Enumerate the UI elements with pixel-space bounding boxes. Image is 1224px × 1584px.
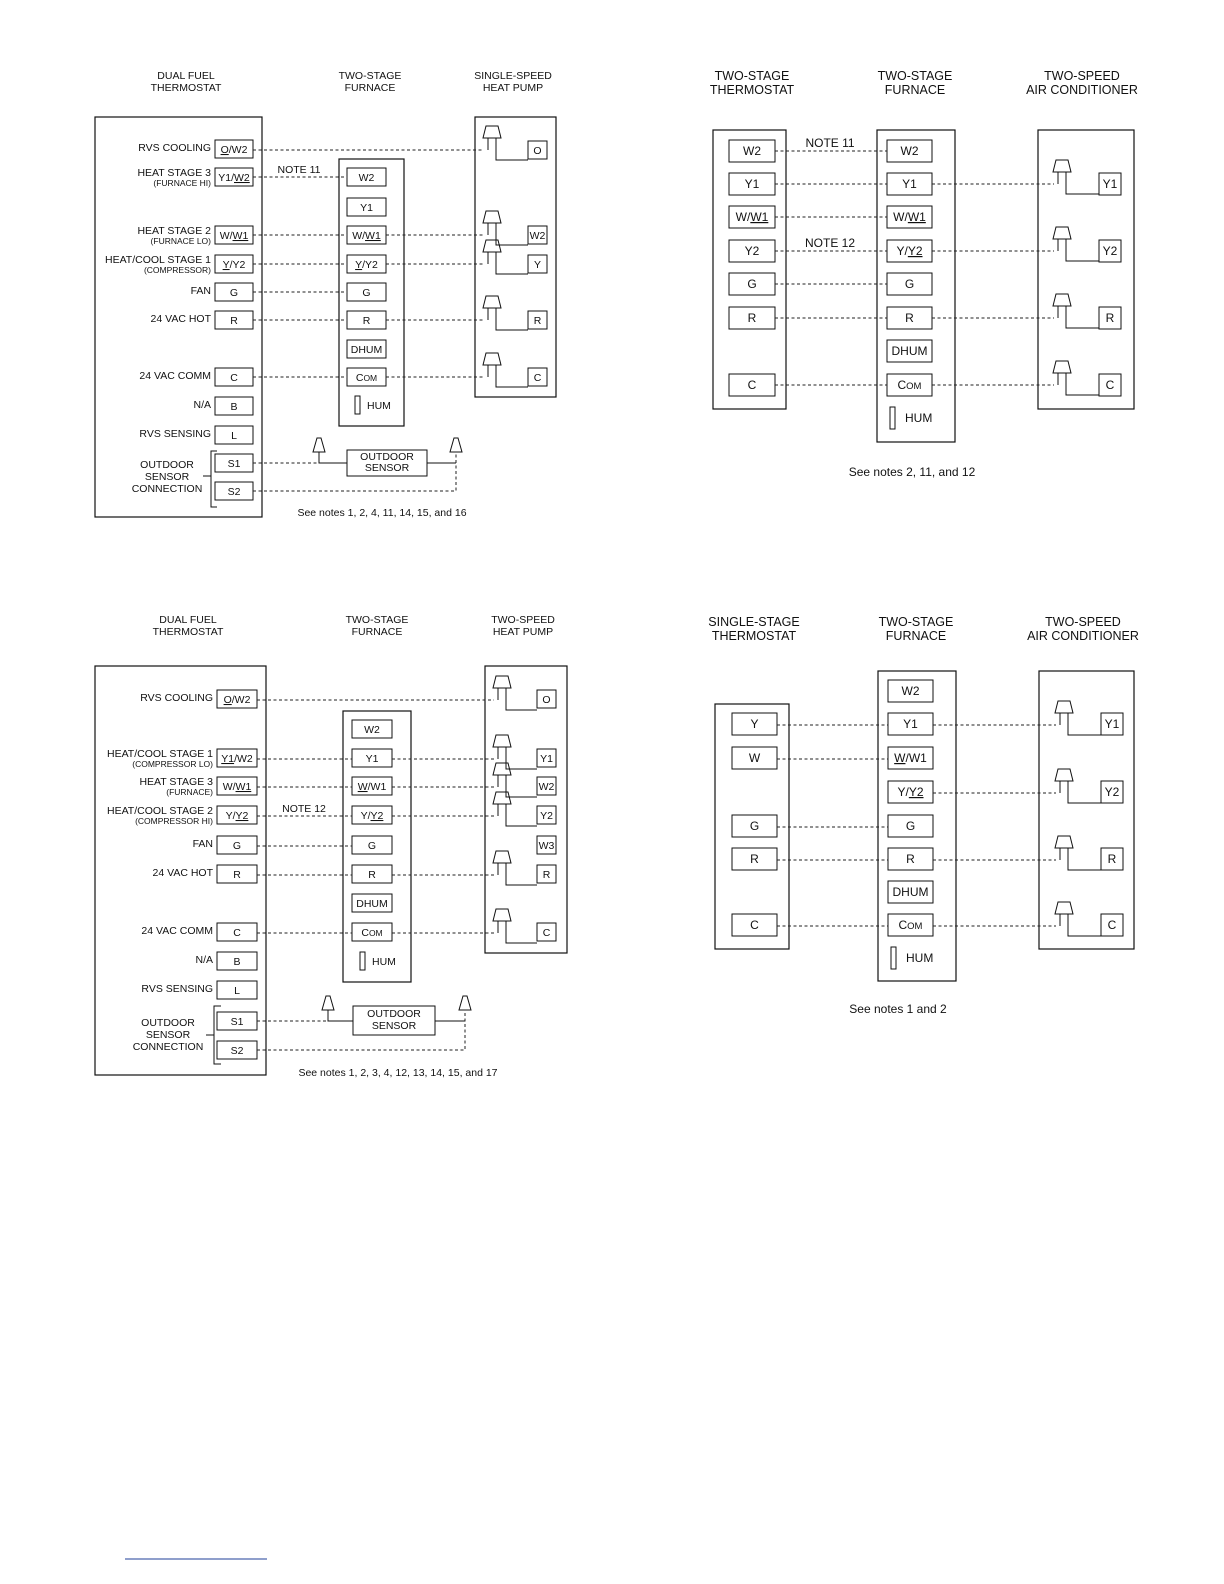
furnace-terminal-label-dhum: DHUM: [891, 344, 928, 358]
header-furnace-line2: FURNACE: [351, 626, 403, 638]
ac-panel: [1038, 130, 1134, 409]
contactor-c-icon: [1053, 361, 1099, 395]
furnace-terminal-label-dhum: DHUM: [350, 344, 383, 356]
thermostat-function-heat-stage-2: HEAT STAGE 2: [137, 225, 211, 237]
thermostat-function-heat-cool-stage-2: HEAT/COOL STAGE 2: [107, 805, 213, 817]
thermostat-terminal-label-w-w1: W/W1: [735, 210, 769, 224]
note-11-label: NOTE 11: [805, 136, 855, 150]
header-ac-line1: TWO-SPEED: [1045, 615, 1121, 629]
contactor-c-icon: [493, 909, 537, 943]
caption: See notes 1, 2, 3, 4, 12, 13, 14, 15, and 17: [298, 1067, 498, 1079]
thermostat-function-heat-cool-stage-1: HEAT/COOL STAGE 1: [107, 748, 213, 760]
thermostat-terminal-label-y: Y: [750, 717, 759, 731]
outdoor-connection-line2: SENSOR: [145, 1029, 191, 1041]
heat-pump-terminal-label-y2: Y2: [540, 810, 553, 822]
thermostat-terminal-label-c: C: [750, 918, 759, 932]
furnace-terminal-label-com: COM: [355, 372, 378, 384]
furnace-terminal-label-y1: Y1: [365, 753, 379, 765]
furnace-terminal-label-g: G: [904, 277, 915, 291]
thermostat-function-rvs-cooling: RVS COOLING: [138, 142, 211, 154]
furnace-terminal-label-w-w1: W/W1: [893, 210, 926, 224]
wire-s1-sensor: [253, 452, 319, 463]
heat-pump-terminal-label-w2: W2: [538, 781, 555, 793]
thermostat-function-sub-furnace: (FURNACE): [166, 787, 213, 797]
ac-terminal-label-r: R: [1105, 311, 1115, 325]
header-furnace-line2: FURNACE: [885, 629, 947, 643]
thermostat-function-sub-compressor-lo: (COMPRESSOR LO): [132, 759, 213, 769]
header-thermostat-line1: SINGLE-STAGE: [708, 615, 800, 629]
furnace-terminal-label-g: G: [362, 287, 371, 299]
header-thermostat-line1: DUAL FUEL: [159, 614, 217, 626]
heat-pump-terminal-label-c: C: [542, 927, 551, 939]
header-ac-line1: TWO-SPEED: [1044, 69, 1120, 83]
thermostat-terminal-label-w-w1: W/W1: [219, 230, 249, 242]
thermostat-function-rvs-cooling: RVS COOLING: [140, 692, 213, 704]
furnace-terminal-label-hum: HUM: [372, 956, 396, 968]
diagram-dual-fuel-two-speed-heat-pump: [95, 614, 567, 1079]
thermostat-terminal-label-c: C: [233, 927, 241, 939]
header-heat-pump-line1: TWO-SPEED: [491, 614, 555, 626]
heat-pump-terminal-label-w3: W3: [538, 840, 555, 852]
caption: See notes 2, 11, and 12: [848, 465, 976, 479]
sensor-plug-left-icon: [313, 438, 325, 452]
header-furnace-line2: FURNACE: [344, 82, 396, 94]
furnace-terminal-label-hum: HUM: [367, 400, 391, 412]
heat-pump-terminals: [537, 690, 556, 941]
contactor-r-icon: [1055, 836, 1101, 870]
outdoor-connection-line3: CONNECTION: [132, 1041, 204, 1053]
diagram-single-stage-two-speed-ac: [708, 615, 1139, 1016]
thermostat-terminal-label-r: R: [230, 315, 238, 327]
heat-pump-panel: [485, 666, 567, 953]
header-ac-line2: AIR CONDITIONER: [1026, 83, 1138, 97]
furnace-terminal-label-y-y2: Y/Y2: [897, 785, 924, 799]
thermostat-terminal-label-r: R: [233, 869, 241, 881]
thermostat-terminal-label-b: B: [233, 956, 241, 968]
sensor-lead-left: [319, 452, 347, 463]
sensor-plug-right-icon: [450, 438, 462, 452]
furnace-terminal-label-y1: Y1: [903, 717, 918, 731]
thermostat-terminal-label-g: G: [749, 819, 760, 833]
ac-terminals: [1099, 173, 1121, 396]
note-label: NOTE 12: [282, 803, 326, 815]
furnace-terminal-label-com: COM: [898, 918, 923, 932]
header-furnace-line2: FURNACE: [884, 83, 946, 97]
thermostat-terminal-label-y1-w2: Y1/W2: [218, 172, 250, 184]
heat-pump-terminal-label-w2: W2: [529, 230, 546, 242]
thermostat-terminal-label-y-y2: Y/Y2: [222, 259, 246, 271]
header-furnace-line1: TWO-STAGE: [877, 69, 953, 83]
thermostat-terminal-label-c: C: [230, 372, 238, 384]
diagram-dual-fuel-single-speed-heat-pump: [95, 70, 556, 519]
contactor-y1-icon: [1055, 701, 1101, 735]
furnace-terminal-label-y1: Y1: [360, 202, 373, 214]
thermostat-terminal-label-b: B: [230, 401, 238, 413]
thermostat-terminal-label-c: C: [747, 378, 757, 392]
heat-pump-terminal-label-o: O: [533, 145, 542, 157]
furnace-terminal-label-w2: W2: [901, 684, 920, 698]
contactor-y1-icon: [1053, 160, 1099, 194]
header-thermostat-line2: THERMOSTAT: [711, 629, 797, 643]
sensor-lead-left: [328, 1010, 353, 1021]
furnace-terminal-label-hum: HUM: [906, 951, 934, 965]
furnace-terminal-label-y-y2: Y/Y2: [360, 810, 384, 822]
furnace-terminal-label-w2: W2: [358, 172, 375, 184]
outdoor-connection-line2: SENSOR: [144, 471, 190, 483]
thermostat-function-heat-stage-3: HEAT STAGE 3: [137, 167, 211, 179]
header-furnace-line1: TWO-STAGE: [345, 614, 409, 626]
outdoor-connection-line3: CONNECTION: [131, 483, 203, 495]
furnace-terminal-label-w2: W2: [364, 724, 380, 736]
contactor-symbols: [1055, 701, 1101, 936]
thermostat-function-fan: FAN: [190, 285, 211, 297]
thermostat-function-n-a: N/A: [195, 954, 213, 966]
sensor-plug-left-icon: [322, 996, 334, 1010]
thermostat-terminal-label-y1: Y1: [744, 177, 760, 191]
header-thermostat-line1: DUAL FUEL: [157, 70, 215, 82]
wire-s2-sensor: [253, 452, 456, 491]
header-heat-pump-line1: SINGLE-SPEED: [474, 70, 552, 82]
contactor-symbols: [493, 676, 537, 943]
note-label: NOTE 11: [277, 164, 321, 176]
contactor-r-icon: [483, 296, 528, 330]
header-thermostat-line2: THERMOSTAT: [152, 626, 224, 638]
thermostat-function-sub-compressor-hi: (COMPRESSOR HI): [135, 816, 213, 826]
hum-terminal-icon: [891, 947, 896, 969]
caption: See notes 1 and 2: [849, 1002, 947, 1016]
contactor-y2-icon: [1055, 769, 1101, 803]
outdoor-connection-bracket: [206, 1006, 221, 1064]
heat-pump-terminal-label-c: C: [533, 372, 542, 384]
thermostat-function-n-a: N/A: [193, 399, 211, 411]
header-thermostat-line1: TWO-STAGE: [714, 69, 790, 83]
outdoor-sensor-line2: SENSOR: [371, 1020, 417, 1032]
furnace-terminal-label-w-w1: W/W1: [357, 781, 387, 793]
header-heat-pump-line2: HEAT PUMP: [482, 82, 544, 94]
hum-terminal-icon: [890, 407, 895, 429]
furnace-terminal-label-com: COM: [361, 927, 383, 939]
ac-terminal-label-r: R: [1107, 852, 1117, 866]
contactor-y2-icon: [1053, 227, 1099, 261]
thermostat-terminals: [107, 690, 257, 1059]
thermostat-function-rvs-sensing: RVS SENSING: [141, 983, 213, 995]
thermostat-function-24-vac-comm: 24 VAC COMM: [139, 370, 211, 382]
thermostat-terminal-label-y-y2: Y/Y2: [225, 810, 249, 822]
furnace-terminal-label-w2: W2: [900, 144, 919, 158]
caption: See notes 1, 2, 4, 11, 14, 15, and 16: [297, 507, 467, 519]
thermostat-terminal-label-l: L: [234, 985, 240, 997]
thermostat-terminal-label-o-w2: O/W2: [223, 694, 251, 706]
ac-terminals: [1101, 713, 1123, 936]
thermostat-terminal-label-g: G: [232, 840, 242, 852]
thermostat-function-24-vac-hot: 24 VAC HOT: [150, 313, 211, 325]
thermostat-terminal-label-w2: W2: [743, 144, 761, 158]
furnace-terminals: [352, 720, 396, 970]
ac-terminal-label-y2: Y2: [1104, 785, 1120, 799]
furnace-terminal-label-g: G: [367, 840, 377, 852]
furnace-terminals: [888, 680, 933, 969]
heat-pump-terminal-label-r: R: [542, 869, 551, 881]
contactor-symbols: [483, 126, 528, 387]
furnace-terminal-label-y-y2: Y/Y2: [355, 259, 378, 271]
furnace-terminal-label-com: COM: [897, 378, 922, 392]
thermostat-function-heat-stage-3: HEAT STAGE 3: [139, 776, 213, 788]
thermostat-terminal-label-s2: S2: [227, 486, 241, 498]
thermostat-terminal-label-g: G: [747, 277, 757, 291]
thermostat-terminal-label-g: G: [229, 287, 239, 299]
furnace-terminal-label-r: R: [906, 852, 915, 866]
heat-pump-terminal-label-y1: Y1: [540, 753, 553, 765]
outdoor-sensor-line2: SENSOR: [364, 462, 410, 474]
thermostat-terminals: [729, 140, 775, 396]
outdoor-sensor-line1: OUTDOOR: [360, 451, 414, 463]
thermostat-function-sub-furnace-hi: (FURNACE HI): [153, 178, 211, 188]
thermostat-terminal-label-r: R: [750, 852, 759, 866]
ac-terminal-label-c: C: [1107, 918, 1117, 932]
wire-s1-sensor: [257, 1010, 328, 1021]
outdoor-connection-line1: OUTDOOR: [141, 1017, 195, 1029]
header-furnace-line1: TWO-STAGE: [338, 70, 402, 82]
header-furnace-line1: TWO-STAGE: [878, 615, 954, 629]
ac-terminal-label-y2: Y2: [1102, 244, 1118, 258]
contactor-r-icon: [1053, 294, 1099, 328]
outdoor-connection-line1: OUTDOOR: [140, 459, 194, 471]
sensor-plug-right-icon: [459, 996, 471, 1010]
header-thermostat-line2: THERMOSTAT: [150, 82, 222, 94]
thermostat-terminal-label-y2: Y2: [744, 244, 760, 258]
ac-terminal-label-y1: Y1: [1104, 717, 1120, 731]
contactor-c-icon: [483, 353, 528, 387]
thermostat-terminals: [105, 140, 253, 500]
thermostat-terminals: [732, 713, 777, 936]
ac-terminal-label-c: C: [1105, 378, 1115, 392]
outdoor-sensor-line1: OUTDOOR: [367, 1008, 421, 1020]
hum-terminal-icon: [360, 952, 365, 970]
thermostat-terminal-label-s1: S1: [227, 458, 241, 470]
furnace-terminal-label-dhum: DHUM: [356, 898, 388, 910]
contactor-o-icon: [483, 126, 528, 160]
ac-terminal-label-y1: Y1: [1102, 177, 1118, 191]
wire-s2-sensor: [257, 1010, 465, 1050]
contactor-y1-icon: [493, 735, 537, 769]
thermostat-function-24-vac-comm: 24 VAC COMM: [141, 925, 213, 937]
contactor-o-icon: [493, 676, 537, 710]
thermostat-terminal-label-w: W: [748, 751, 761, 765]
furnace-terminals: [887, 140, 932, 429]
diagram-two-stage-two-speed-ac: [710, 69, 1138, 479]
furnace-terminal-label-y-y2: Y/Y2: [896, 244, 923, 258]
heat-pump-terminal-label-o: O: [542, 694, 551, 706]
header-ac-line2: AIR CONDITIONER: [1027, 629, 1139, 643]
contactor-symbols: [1053, 160, 1099, 395]
note-12-label: NOTE 12: [804, 236, 856, 250]
furnace-terminal-label-r: R: [368, 869, 376, 881]
contactor-r-icon: [493, 851, 537, 885]
thermostat-terminal-label-s1: S1: [230, 1016, 244, 1028]
furnace-terminal-label-w-w1: W/W1: [894, 751, 927, 765]
thermostat-function-sub-furnace-lo: (FURNACE LO): [150, 236, 211, 246]
thermostat-terminal-label-o-w2: O/W2: [220, 144, 248, 156]
thermostat-terminal-label-y1-w2: Y1/W2: [221, 753, 253, 765]
thermostat-terminal-label-l: L: [231, 430, 237, 442]
thermostat-function-heat-cool-stage-1: HEAT/COOL STAGE 1: [105, 254, 211, 266]
furnace-terminal-label-y1: Y1: [902, 177, 917, 191]
thermostat-function-rvs-sensing: RVS SENSING: [139, 428, 211, 440]
furnace-terminal-label-r: R: [362, 315, 371, 327]
heat-pump-terminals: [528, 141, 547, 386]
furnace-terminals: [347, 168, 391, 414]
thermostat-terminal-label-w-w1: W/W1: [222, 781, 252, 793]
header-thermostat-line2: THERMOSTAT: [709, 83, 795, 97]
contactor-c-icon: [1055, 902, 1101, 936]
thermostat-panel: [713, 130, 786, 409]
thermostat-terminal-label-s2: S2: [230, 1045, 244, 1057]
thermostat-function-sub-compressor: (COMPRESSOR): [143, 265, 211, 275]
heat-pump-terminal-label-y: Y: [533, 259, 542, 271]
heat-pump-terminal-label-r: R: [533, 315, 542, 327]
thermostat-function-fan: FAN: [192, 838, 213, 850]
furnace-terminal-label-g: G: [905, 819, 916, 833]
hum-terminal-icon: [355, 396, 360, 414]
thermostat-terminal-label-r: R: [747, 311, 757, 325]
furnace-terminal-label-hum: HUM: [905, 411, 933, 425]
thermostat-function-24-vac-hot: 24 VAC HOT: [152, 867, 213, 879]
furnace-terminal-label-dhum: DHUM: [892, 885, 929, 899]
furnace-terminal-label-w-w1: W/W1: [352, 230, 381, 242]
header-heat-pump-line2: HEAT PUMP: [492, 626, 554, 638]
furnace-terminal-label-r: R: [905, 311, 914, 325]
